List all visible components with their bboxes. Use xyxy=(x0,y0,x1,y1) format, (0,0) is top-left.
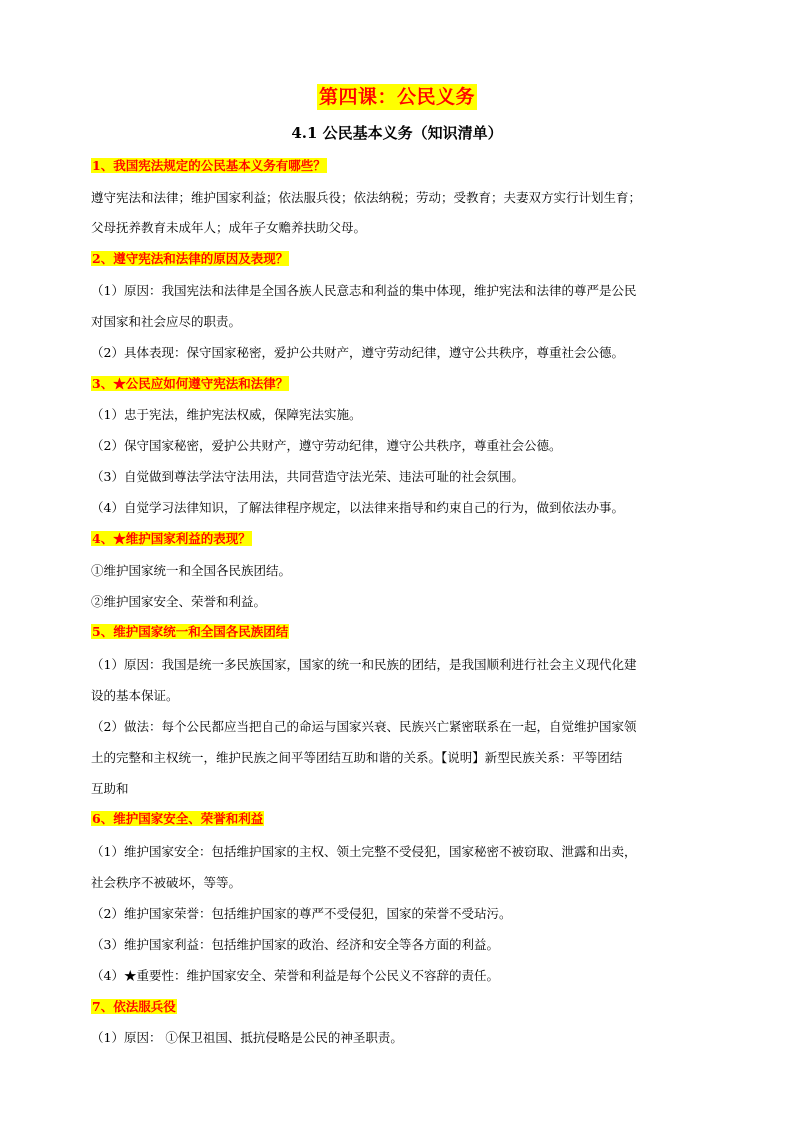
section-7-line-1: （1）原因： ①保卫祖国、抵抗侵略是公民的神圣职责。 xyxy=(91,1030,403,1045)
section-4-line-1: ①维护国家统一和全国各民族团结。 xyxy=(91,563,292,578)
section-3-line-4: （4）自觉学习法律知识，了解法律程序规定，以法律来指导和约束自己的行为，做到依法办事。 xyxy=(91,500,624,515)
section-4-heading xyxy=(91,530,721,548)
section-2-heading xyxy=(91,250,721,268)
section-3-line-1: （1）忠于宪法，维护宪法权威，保障宪法实施。 xyxy=(91,407,362,422)
title-wrap xyxy=(0,84,794,110)
section-2-heading-text: 2、遵守宪法和法律的原因及表现？ xyxy=(92,251,289,266)
section-5-line-5: 互助和 xyxy=(91,781,129,796)
section-5-line-1: （1）原因：我国是统一多民族国家，国家的统一和民族的团结，是我国顺利进行社会主义现代化建 xyxy=(91,657,637,672)
section-3-heading xyxy=(91,375,721,393)
section-3-line-2: （2）保守国家秘密，爱护公共财产，遵守劳动纪律，遵守公共秩序，尊重社会公德。 xyxy=(91,438,562,453)
section-2-line-2: 对国家和社会应尽的职责。 xyxy=(91,314,242,329)
section-6-heading-text: 6、维护国家安全、荣誉和利益 xyxy=(92,811,264,826)
section-6-line-5: （4）★重要性：维护国家安全、荣誉和利益是每个公民义不容辞的责任。 xyxy=(91,968,499,983)
section-6-line-1: （1）维护国家安全：包括维护国家的主权、领土完整不受侵犯，国家秘密不被窃取、泄露和出卖， xyxy=(91,844,637,859)
section-3-heading-text: 3、★公民应如何遵守宪法和法律？ xyxy=(92,376,289,391)
section-3-line-3: （3）自觉做到尊法学法守法用法，共同营造守法光荣、违法可耻的社会氛围。 xyxy=(91,469,524,484)
section-6-line-3: （2）维护国家荣誉：包括维护国家的尊严不受侵犯，国家的荣誉不受玷污。 xyxy=(91,906,512,921)
section-5-line-2: 设的基本保证。 xyxy=(91,688,179,703)
section-4-line-2: ②维护国家安全、荣誉和利益。 xyxy=(91,594,267,609)
section-4-heading-text: 4、★维护国家利益的表现？ xyxy=(92,531,251,546)
section-6-heading xyxy=(91,810,721,828)
section-5-line-3: （2）做法：每个公民都应当把自己的命运与国家兴衰、民族兴亡紧密联系在一起，自觉维护国家领 xyxy=(91,719,637,734)
section-1-heading xyxy=(91,157,721,175)
section-6-line-4: （3）维护国家利益：包括维护国家的政治、经济和安全等各方面的利益。 xyxy=(91,937,499,952)
section-2-line-3: （2）具体表现：保守国家秘密，爱护公共财产，遵守劳动纪律，遵守公共秩序，尊重社会公德。 xyxy=(91,345,624,360)
section-5-heading xyxy=(91,623,721,641)
section-5-line-4: 土的完整和主权统一，维护民族之间平等团结互助和谐的关系。【说明】新型民族关系：平等团结 xyxy=(91,750,623,765)
section-7-heading-text: 7、依法服兵役 xyxy=(92,999,176,1014)
section-1-heading-text: 1、我国宪法规定的公民基本义务有哪些？ xyxy=(92,158,326,173)
section-5-heading-text: 5、维护国家统一和全国各民族团结 xyxy=(92,624,289,639)
section-7-heading xyxy=(91,998,721,1016)
section-2-line-1: （1）原因：我国宪法和法律是全国各族人民意志和利益的集中体现，维护宪法和法律的尊严是公民 xyxy=(91,283,637,298)
section-subtitle: 4.1 公民基本义务（知识清单） xyxy=(291,124,503,142)
section-1-line-2: 父母抚养教育未成年人；成年子女赡养扶助父母。 xyxy=(91,220,367,235)
section-6-line-2: 社会秩序不被破坏，等等。 xyxy=(91,875,242,890)
lesson-title: 第四课：公民义务 xyxy=(318,86,475,108)
section-1-line-1: 遵守宪法和法律；维护国家利益；依法服兵役；依法纳税；劳动；受教育；夫妻双方实行计划生育； xyxy=(91,190,642,205)
